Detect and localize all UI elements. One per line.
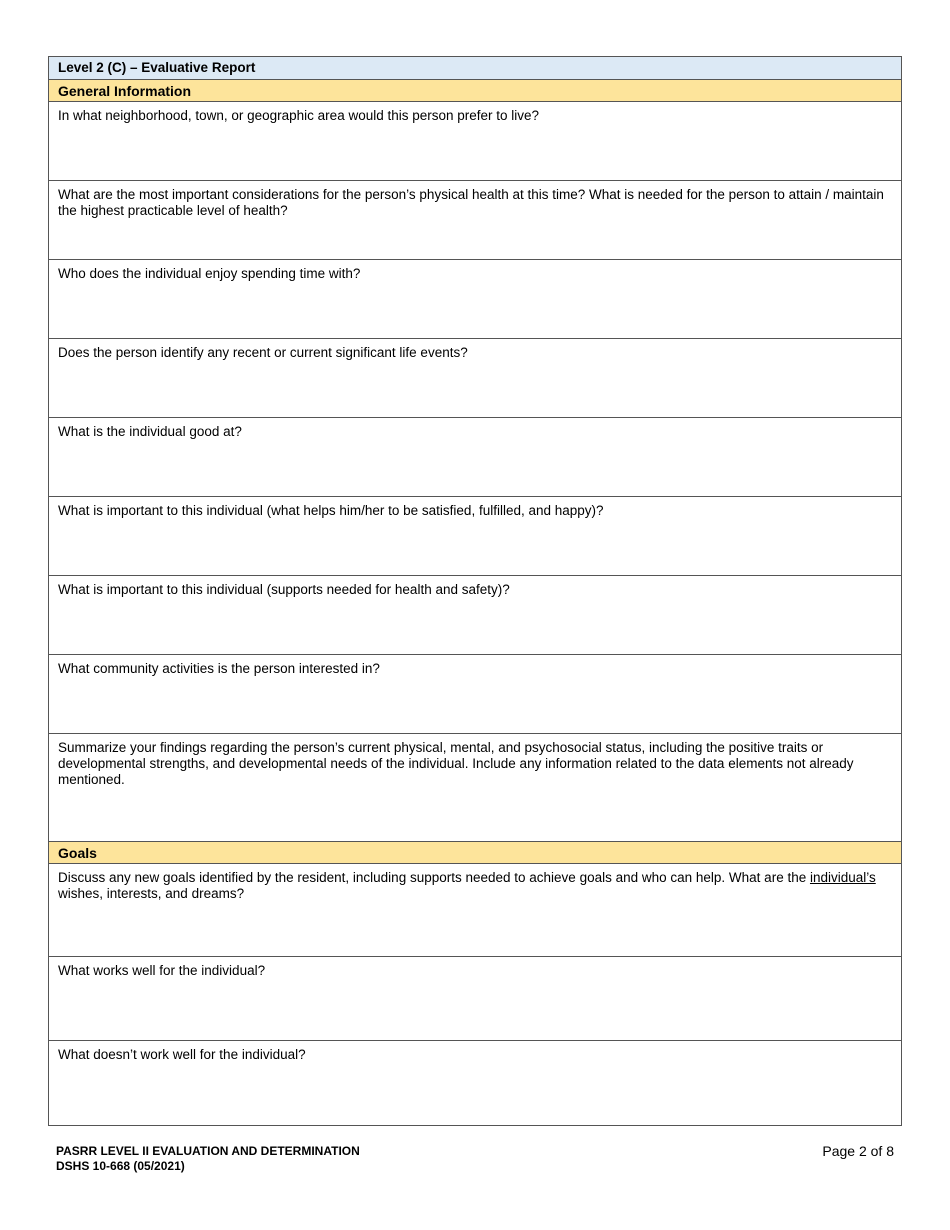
form-footer-identifier	[56, 1144, 360, 1174]
answer-field-life-events[interactable]	[49, 339, 901, 418]
answer-field-important-happiness[interactable]	[49, 497, 901, 576]
answer-field-physical-health[interactable]	[49, 181, 901, 260]
form-title: PASRR LEVEL II EVALUATION AND DETERMINATION	[56, 1144, 360, 1158]
answer-field-summary-findings[interactable]	[49, 734, 901, 842]
answer-field-important-safety[interactable]	[49, 576, 901, 655]
question-label: Discuss any new goals identified by the resident, including supports needed to achieve goals and who can help. What are the individual’s wishes, interests, and dreams?	[58, 870, 876, 901]
answer-field-good-at[interactable]	[49, 418, 901, 497]
question-label: Who does the individual enjoy spending time with?	[58, 266, 361, 281]
question-label: What is important to this individual (what helps him/her to be satisfied, fulfilled, and happy)?	[58, 503, 604, 518]
form-number: DSHS 10-668 (05/2021)	[56, 1159, 185, 1173]
question-label: What community activities is the person interested in?	[58, 661, 380, 676]
question-label: Does the person identify any recent or current significant life events?	[58, 345, 468, 360]
answer-field-does-not-work-well[interactable]	[49, 1041, 901, 1125]
question-label: What is the individual good at?	[58, 424, 242, 439]
underlined-word: individual’s	[809, 870, 876, 885]
goals-header: Goals	[49, 842, 901, 864]
answer-field-new-goals[interactable]	[49, 864, 901, 957]
question-label: What are the most important considerations for the person’s physical health at this time? What is needed for the person to attain / maintain the highest practicable level of health?	[58, 187, 884, 218]
question-label: What works well for the individual?	[58, 963, 266, 978]
evaluative-report-form	[48, 56, 902, 1126]
question-label: What is important to this individual (supports needed for health and safety)?	[58, 582, 510, 597]
form-section-title: Level 2 (C) – Evaluative Report	[49, 57, 901, 80]
question-label: In what neighborhood, town, or geographic area would this person prefer to live?	[58, 108, 540, 123]
answer-field-spending-time-with[interactable]	[49, 260, 901, 339]
page-number: Page 2 of 8	[822, 1143, 894, 1159]
question-label: What doesn’t work well for the individual?	[58, 1047, 306, 1062]
answer-field-community-activities[interactable]	[49, 655, 901, 734]
answer-field-works-well[interactable]	[49, 957, 901, 1041]
question-label: Summarize your findings regarding the person’s current physical, mental, and psychosocial status, including the positive traits or developmental strengths, and developmental needs of the individual. Include any information related to the data elements not already mentioned.	[58, 740, 854, 787]
answer-field-preferred-area[interactable]	[49, 102, 901, 181]
general-information-header: General Information	[49, 80, 901, 102]
